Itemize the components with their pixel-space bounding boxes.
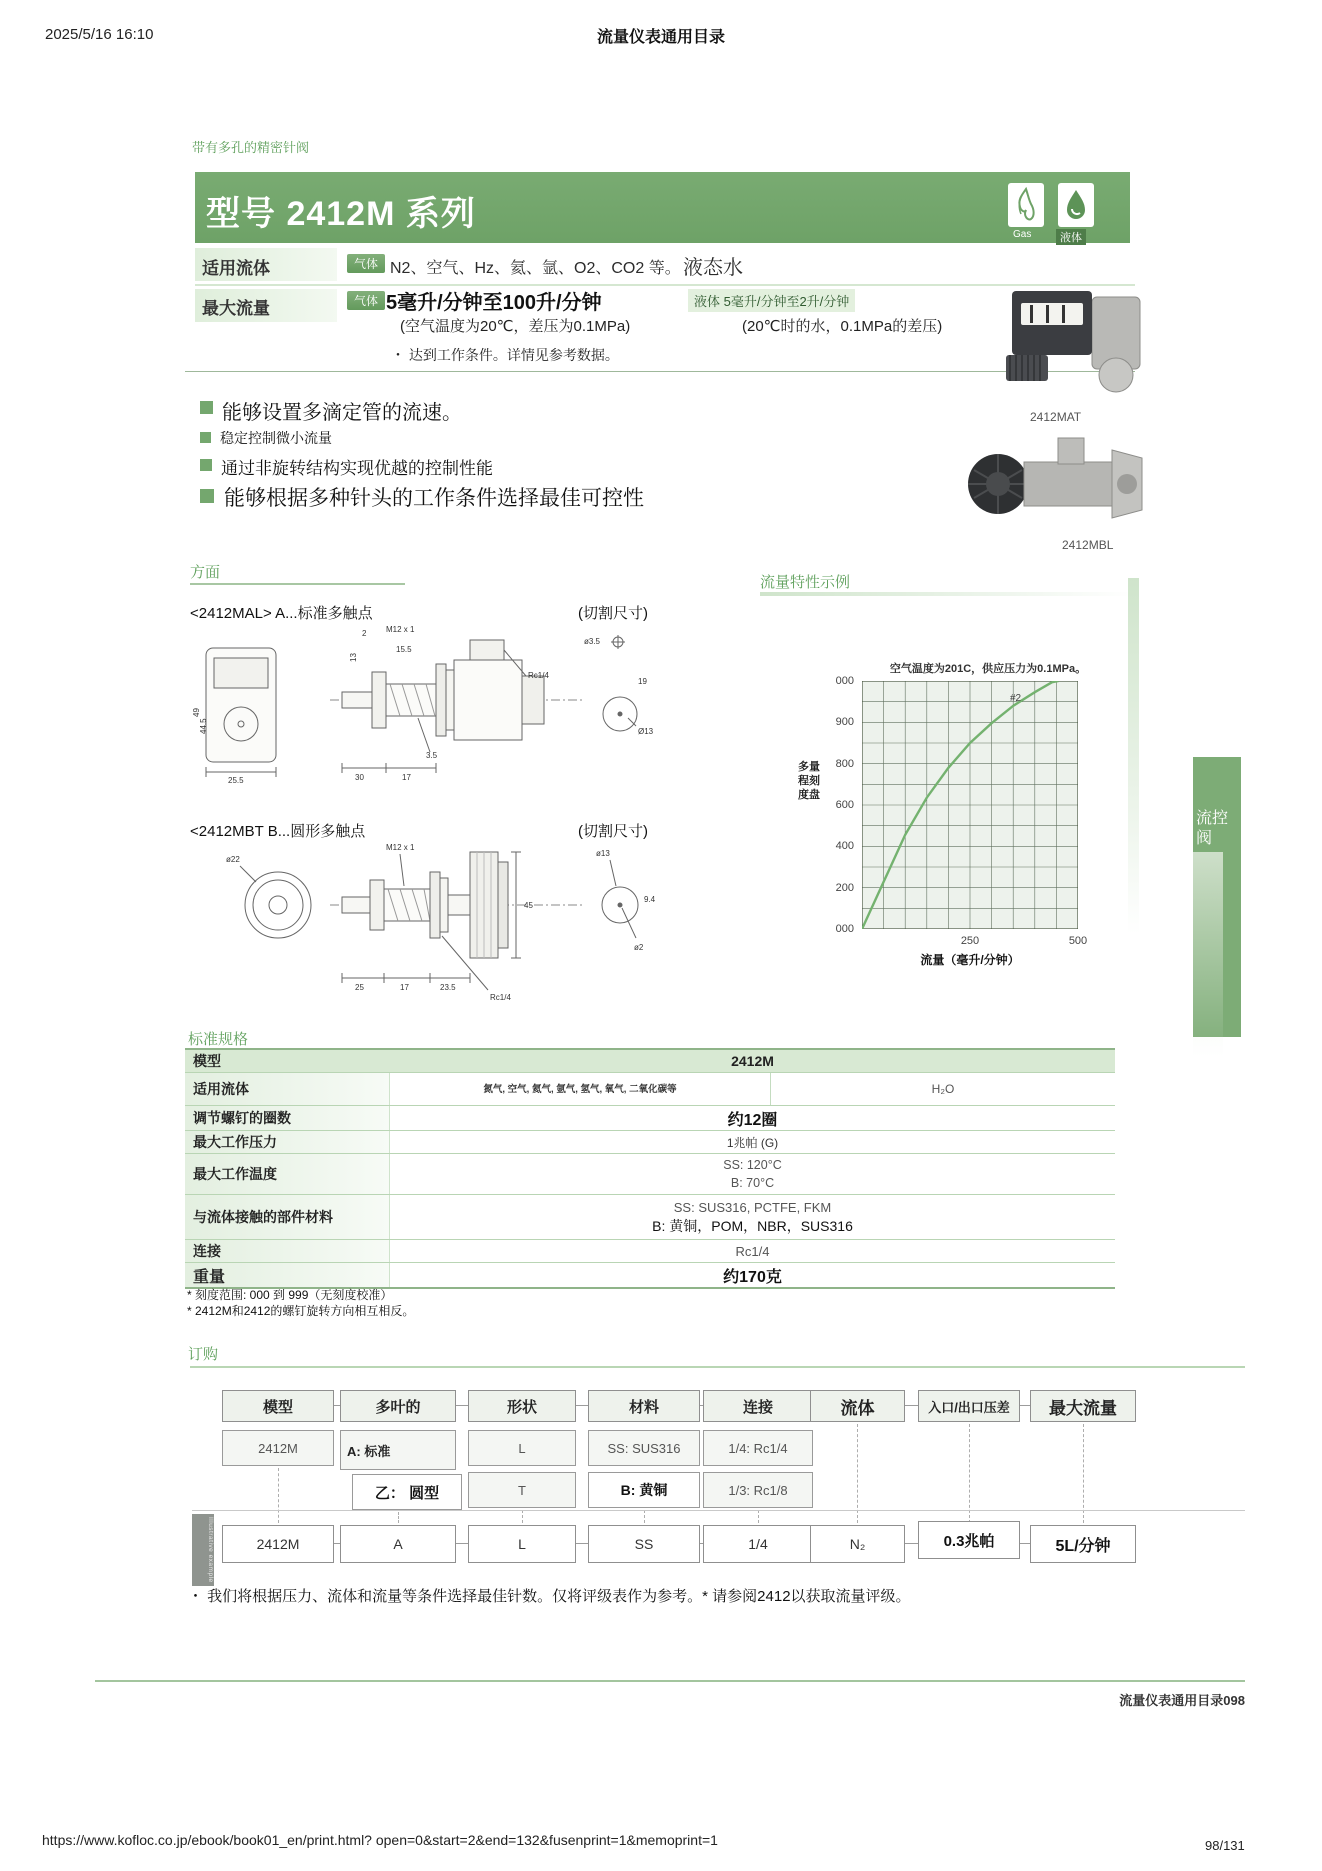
chart-plot-area xyxy=(862,681,1078,929)
example-material: SS xyxy=(588,1525,700,1563)
feature-item: 稳定控制微小流量 xyxy=(220,430,332,446)
gas-icon xyxy=(1008,183,1044,227)
product-caption-bottom: 2412MBL xyxy=(1062,538,1114,552)
feature-bullet xyxy=(200,459,212,471)
chart-y-ticks xyxy=(826,648,854,978)
connector-dash xyxy=(758,1510,759,1523)
example-tag: Illustrative example xyxy=(192,1514,214,1586)
connector-dash xyxy=(969,1424,970,1523)
dim-label: 25.5 xyxy=(228,776,244,785)
chart-y-tick: 000 xyxy=(835,923,854,935)
chart-y-tick: 600 xyxy=(835,799,854,811)
liquid-icon xyxy=(1058,183,1094,227)
flow-chart xyxy=(790,648,1190,978)
curve-label: #2 xyxy=(1010,693,1022,704)
feature-bullet xyxy=(200,432,211,443)
document-title: 流量仪表通用目录 xyxy=(596,29,725,46)
chart-x-axis-label: 流量（毫升/分钟） xyxy=(920,953,1020,967)
connector-dash xyxy=(644,1510,645,1523)
side-tab-flow-control-valve: 流控 阀 xyxy=(1193,757,1241,1037)
gas-icon-label: Gas xyxy=(1013,229,1032,240)
dim-label: 2 xyxy=(362,629,367,638)
divider xyxy=(192,1510,1245,1511)
dim-label: ø22 xyxy=(226,855,240,864)
example-fluid: N₂ xyxy=(810,1525,905,1563)
spec-section-title: 标准规格 xyxy=(188,1031,249,1048)
fluids-label: 适用流体 xyxy=(202,259,270,278)
dim-label: M12 x 1 xyxy=(386,625,415,634)
divider xyxy=(190,583,405,585)
dim-label: 49 xyxy=(192,708,201,717)
option-connection-14: 1/4: Rc1/4 xyxy=(703,1430,813,1466)
dim-label: ø3.5 xyxy=(584,637,601,646)
ordering-header-fluid: 流体 xyxy=(810,1390,905,1422)
ordering-header-multi: 多叶的 xyxy=(340,1390,456,1422)
drawing1-heading: <2412MAL> A...标准多触点 xyxy=(190,605,373,622)
option-shape-t: T xyxy=(468,1472,576,1508)
chart-y-tick: 200 xyxy=(835,881,854,894)
option-connection-13: 1/3: Rc1/8 xyxy=(703,1472,813,1508)
ordering-header-shape: 形状 xyxy=(468,1390,576,1422)
example-pressure-diff: 0.3兆帕 xyxy=(918,1521,1020,1559)
chart-y-axis-label: 多量 程刻 度盘 xyxy=(798,761,820,801)
chart-section-title: 流量特性示例 xyxy=(760,574,851,591)
flow-gas-badge: 气体 xyxy=(347,291,385,310)
footer-rule xyxy=(95,1680,1245,1682)
product-photo-2412mat xyxy=(1000,285,1145,412)
example-multi: A xyxy=(340,1525,456,1563)
ordering-header-pressure-diff: 入口/出口压差 xyxy=(918,1390,1020,1422)
flow-liquid-note: (20℃时的水，0.1MPa的差压) xyxy=(742,318,943,335)
connector-dash xyxy=(522,1510,523,1523)
spec-row-materials: 与流体接触的部件材料 SS: SUS316, PCTFE, FKM B: 黄铜，POM，NBR，SUS316 xyxy=(185,1194,1115,1239)
divider xyxy=(760,592,1132,596)
option-material-b: B: 黄铜 xyxy=(588,1472,700,1508)
spec-row-turns: 调节螺钉的圈数 约12圈 xyxy=(185,1105,1115,1130)
example-shape: L xyxy=(468,1525,576,1563)
series-title: 型号 2412M 系列 xyxy=(206,195,476,233)
spec-note: * 刻度范围: 000 到 999（无刻度校准） xyxy=(187,1288,393,1302)
spec-table xyxy=(185,1048,1115,1289)
connector-dash xyxy=(398,1512,399,1523)
dim-label: 17 xyxy=(402,773,411,782)
side-tab-gloss xyxy=(1193,852,1223,1057)
option-multi-b: 乙： 圆型 xyxy=(352,1474,462,1510)
dim-label: 23.5 xyxy=(440,983,456,992)
liquid-icon-label: 液体 xyxy=(1056,229,1086,245)
dim-label: 17 xyxy=(400,983,409,992)
divider xyxy=(190,1366,1245,1368)
product-caption-top: 2412MAT xyxy=(1030,410,1082,424)
drawing1-cut-label: (切割尺寸) xyxy=(578,605,648,622)
flow-label: 最大流量 xyxy=(202,299,270,318)
flow-liquid-text: 液体 5毫升/分钟至2升/分钟 xyxy=(688,289,855,312)
option-model: 2412M xyxy=(222,1430,334,1466)
connector-dash xyxy=(278,1468,279,1523)
drawing2-cut-label: (切割尺寸) xyxy=(578,823,648,840)
divider xyxy=(185,371,1135,372)
dim-label: 19 xyxy=(638,677,647,686)
dim-label: 13 xyxy=(349,653,358,662)
dim-label: Rc1/4 xyxy=(490,993,511,1002)
fluids-liquid-text: 液态水 xyxy=(683,257,743,279)
example-connection: 1/4 xyxy=(703,1525,813,1563)
footer-catalog-number: 流量仪表通用目录098 xyxy=(1119,1693,1245,1708)
chart-y-tick: 400 xyxy=(835,840,854,853)
chart-x-tick: 250 xyxy=(960,935,980,947)
connector-dash xyxy=(857,1424,858,1523)
dim-label: M12 x 1 xyxy=(386,843,415,852)
drawing1 xyxy=(190,622,670,803)
dim-label: 44.5 xyxy=(199,718,208,734)
chart-title: 空气温度为201C，供应压力为0.1MPa。 xyxy=(889,663,1087,675)
spec-row-fluids: 适用流体 氮气, 空气, 氦气, 氩气, 氢气, 氧气, 二氧化碳等 H₂O xyxy=(185,1072,1115,1105)
feature-bullet xyxy=(200,489,214,503)
print-datetime: 2025/5/16 16:10 xyxy=(45,26,154,43)
product-photo-2412mbl xyxy=(960,428,1145,541)
spec-row-weight: 重量 约170克 xyxy=(185,1262,1115,1287)
ordering-header-connection: 连接 xyxy=(703,1390,813,1422)
spec-row-connection: 连接 Rc1/4 xyxy=(185,1239,1115,1262)
fluids-gas-badge: 气体 xyxy=(347,254,385,273)
example-model: 2412M xyxy=(222,1525,334,1563)
dim-label: 25 xyxy=(355,983,364,992)
chart-x-tick: 500 xyxy=(1068,935,1088,947)
dim-label: 3.5 xyxy=(426,751,438,760)
chart-y-tick: 900 xyxy=(835,716,854,729)
ordering-section-title: 订购 xyxy=(188,1346,219,1363)
page-number: 98/131 xyxy=(1205,1838,1245,1853)
spec-note: * 2412M和2412的螺钉旋转方向相互相反。 xyxy=(187,1304,415,1318)
drawing2-heading: <2412MBT B...圆形多触点 xyxy=(190,823,366,840)
flow-gas-text: 5毫升/分钟至100升/分钟 xyxy=(386,292,602,314)
dim-label: 30 xyxy=(355,773,364,782)
option-material-ss: SS: SUS316 xyxy=(588,1430,700,1466)
option-shape-l: L xyxy=(468,1430,576,1466)
spec-row-temperature: 最大工作温度 SS: 120°C B: 70°C xyxy=(185,1153,1115,1194)
ordering-header-model: 模型 xyxy=(222,1390,334,1422)
dim-label: 9.4 xyxy=(644,895,656,904)
option-multi-a: A: 标准 xyxy=(340,1430,456,1470)
feature-item: 通过非旋转结构实现优越的控制性能 xyxy=(221,459,493,478)
ordering-note: ・ 我们将根据压力、流体和流量等条件选择最佳针数。仅将评级表作为参考。* 请参阅2412以获取流量评级。 xyxy=(188,1588,911,1605)
fluids-gas-text: N2、空气、Hz、氦、氩、O2、CO2 等。 xyxy=(390,260,681,277)
print-url[interactable]: https://www.kofloc.co.jp/ebook/book01_en/print.html? open=0&start=2&end=132&fusenprint=1&memoprint=1 xyxy=(42,1832,718,1848)
ordering-header-max-flow: 最大流量 xyxy=(1030,1390,1136,1422)
dim-label: Ø13 xyxy=(638,727,654,736)
dim-label: 45 xyxy=(524,901,533,910)
dim-label: ø2 xyxy=(634,943,644,952)
dim-label: 15.5 xyxy=(396,645,412,654)
example-max-flow: 5L/分钟 xyxy=(1030,1525,1136,1563)
chart-y-tick: 800 xyxy=(835,757,854,770)
feature-item: 能够设置多滴定管的流速。 xyxy=(222,402,462,424)
dim-label: ø13 xyxy=(596,849,610,858)
series-tagline: 带有多孔的精密针阀 xyxy=(192,140,310,155)
chart-y-tick: 000 xyxy=(835,675,854,687)
ordering-header-material: 材料 xyxy=(588,1390,700,1422)
feature-item: 能够根据多种针头的工作条件选择最佳可控性 xyxy=(224,487,644,510)
dimensions-section-title: 方面 xyxy=(190,564,221,581)
spec-row-pressure: 最大工作压力 1兆帕 (G) xyxy=(185,1130,1115,1153)
dim-label: Rc1/4 xyxy=(528,671,549,680)
flow-gas-note: (空气温度为20℃，差压为0.1MPa) xyxy=(400,318,631,335)
connector-dash xyxy=(1083,1424,1084,1523)
drawing2 xyxy=(190,840,670,1013)
condition-note: ・ 达到工作条件。详情见参考数据。 xyxy=(391,347,619,363)
spec-row-model: 模型 2412M xyxy=(185,1050,1115,1072)
divider xyxy=(195,284,1135,286)
feature-bullet xyxy=(200,401,213,414)
